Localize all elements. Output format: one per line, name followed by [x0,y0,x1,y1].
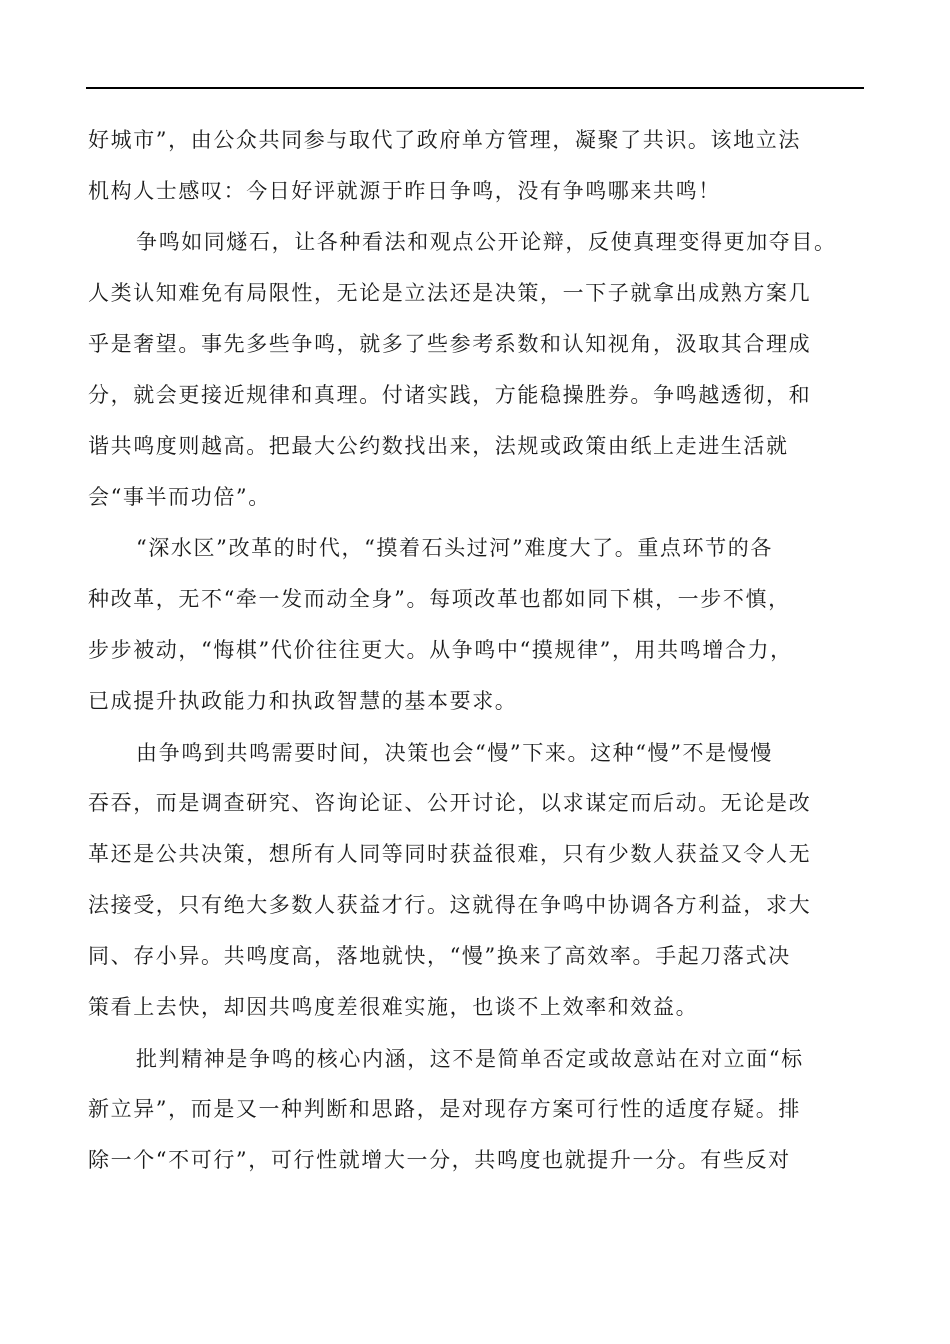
text-line: 好城市”，由公众共同参与取代了政府单方管理，凝聚了共识。该地立法 [88,128,801,152]
text-line: 同、存小异。共鸣度高，落地就快，“慢”换来了高效率。手起刀落式决 [88,944,791,968]
text-line: 除一个“不可行”，可行性就增大一分，共鸣度也就提升一分。有些反对 [88,1148,791,1172]
text-line: 新立异”，而是又一种判断和思路，是对现存方案可行性的适度存疑。排 [88,1097,801,1121]
text-line: 步步被动，“悔棋”代价往往更大。从争鸣中“摸规律”，用共鸣增合力， [88,638,793,662]
text-line: 吞吞，而是调查研究、咨询论证、公开讨论，以求谋定而后动。无论是改 [88,791,812,815]
text-line: 机构人士感叹：今日好评就源于昨日争鸣，没有争鸣哪来共鸣！ [88,179,721,203]
text-line: 争鸣如同燧石，让各种看法和观点公开论辩，反使真理变得更加夺目。 [136,230,837,254]
text-line: 分，就会更接近规律和真理。付诸实践，方能稳操胜券。争鸣越透彻，和 [88,383,812,407]
text-line: 批判精神是争鸣的核心内涵，这不是简单否定或故意站在对立面“标 [136,1047,804,1071]
text-line: 由争鸣到共鸣需要时间，决策也会“慢”下来。这种“慢”不是慢慢 [136,741,773,765]
text-line: 乎是奢望。事先多些争鸣，就多了些参考系数和认知视角，汲取其合理成 [88,332,812,356]
header-rule [86,87,864,89]
text-line: 革还是公共决策，想所有人同等同时获益很难，只有少数人获益又令人无 [88,842,812,866]
text-line: 种改革，无不“牵一发而动全身”。每项改革也都如同下棋，一步不慎， [88,587,791,611]
text-line: 已成提升执政能力和执政智慧的基本要求。 [88,689,518,713]
text-line: 谐共鸣度则越高。把最大公约数找出来，法规或政策由纸上走进生活就 [88,434,789,458]
text-line: 会“事半而功倍”。 [88,485,271,509]
text-line: 法接受，只有绝大多数人获益才行。这就得在争鸣中协调各方利益，求大 [88,893,812,917]
text-line: 人类认知难免有局限性，无论是立法还是决策，一下子就拿出成熟方案几 [88,281,812,305]
text-line: “深水区”改革的时代，“摸着石头过河”难度大了。重点环节的各 [136,536,773,560]
text-line: 策看上去快，却因共鸣度差很难实施，也谈不上效率和效益。 [88,995,699,1019]
